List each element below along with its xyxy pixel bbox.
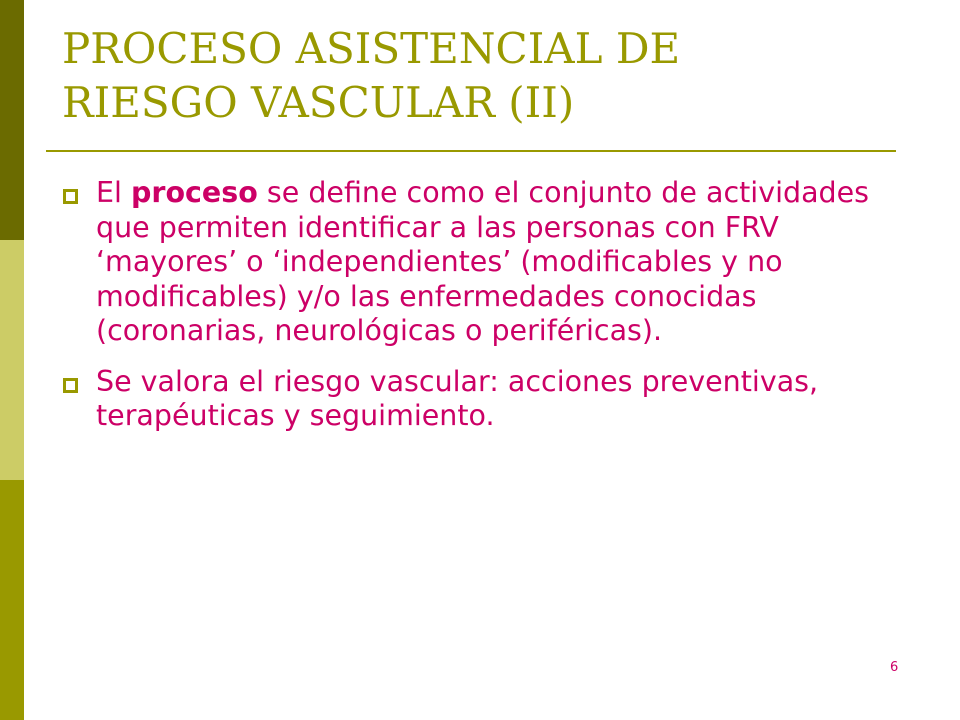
slide-title	[62, 22, 922, 130]
bullet-text-after: se define como el conjunto de actividades que permiten identificar a las personas con FRV ‘mayores’ o ‘independientes’ (modificables y no modificables) y/o las enfermedades conocidas (coronarias, neurológicas o periféricas).	[96, 176, 870, 347]
bullet-list	[62, 176, 882, 450]
bullet-item-assessment	[62, 365, 882, 434]
title-divider	[46, 150, 896, 152]
bullet-emphasis: proceso	[131, 176, 258, 209]
sidebar-band-light	[0, 240, 24, 480]
slide-title-line-2: RIESGO VASCULAR (II)	[62, 78, 575, 127]
hollow-square-icon	[63, 189, 78, 204]
hollow-square-icon	[63, 378, 78, 393]
bullet-item-definition	[62, 176, 882, 349]
sidebar-band-mid	[0, 480, 24, 720]
slide-title-line-1: PROCESO ASISTENCIAL DE	[62, 24, 681, 73]
bullet-text-before: El	[96, 176, 131, 209]
sidebar-decoration	[0, 0, 24, 720]
sidebar-band-dark	[0, 0, 24, 240]
page-number: 6	[890, 660, 899, 675]
bullet-text: Se valora el riesgo vascular: acciones preventivas, terapéuticas y seguimiento.	[96, 364, 819, 432]
